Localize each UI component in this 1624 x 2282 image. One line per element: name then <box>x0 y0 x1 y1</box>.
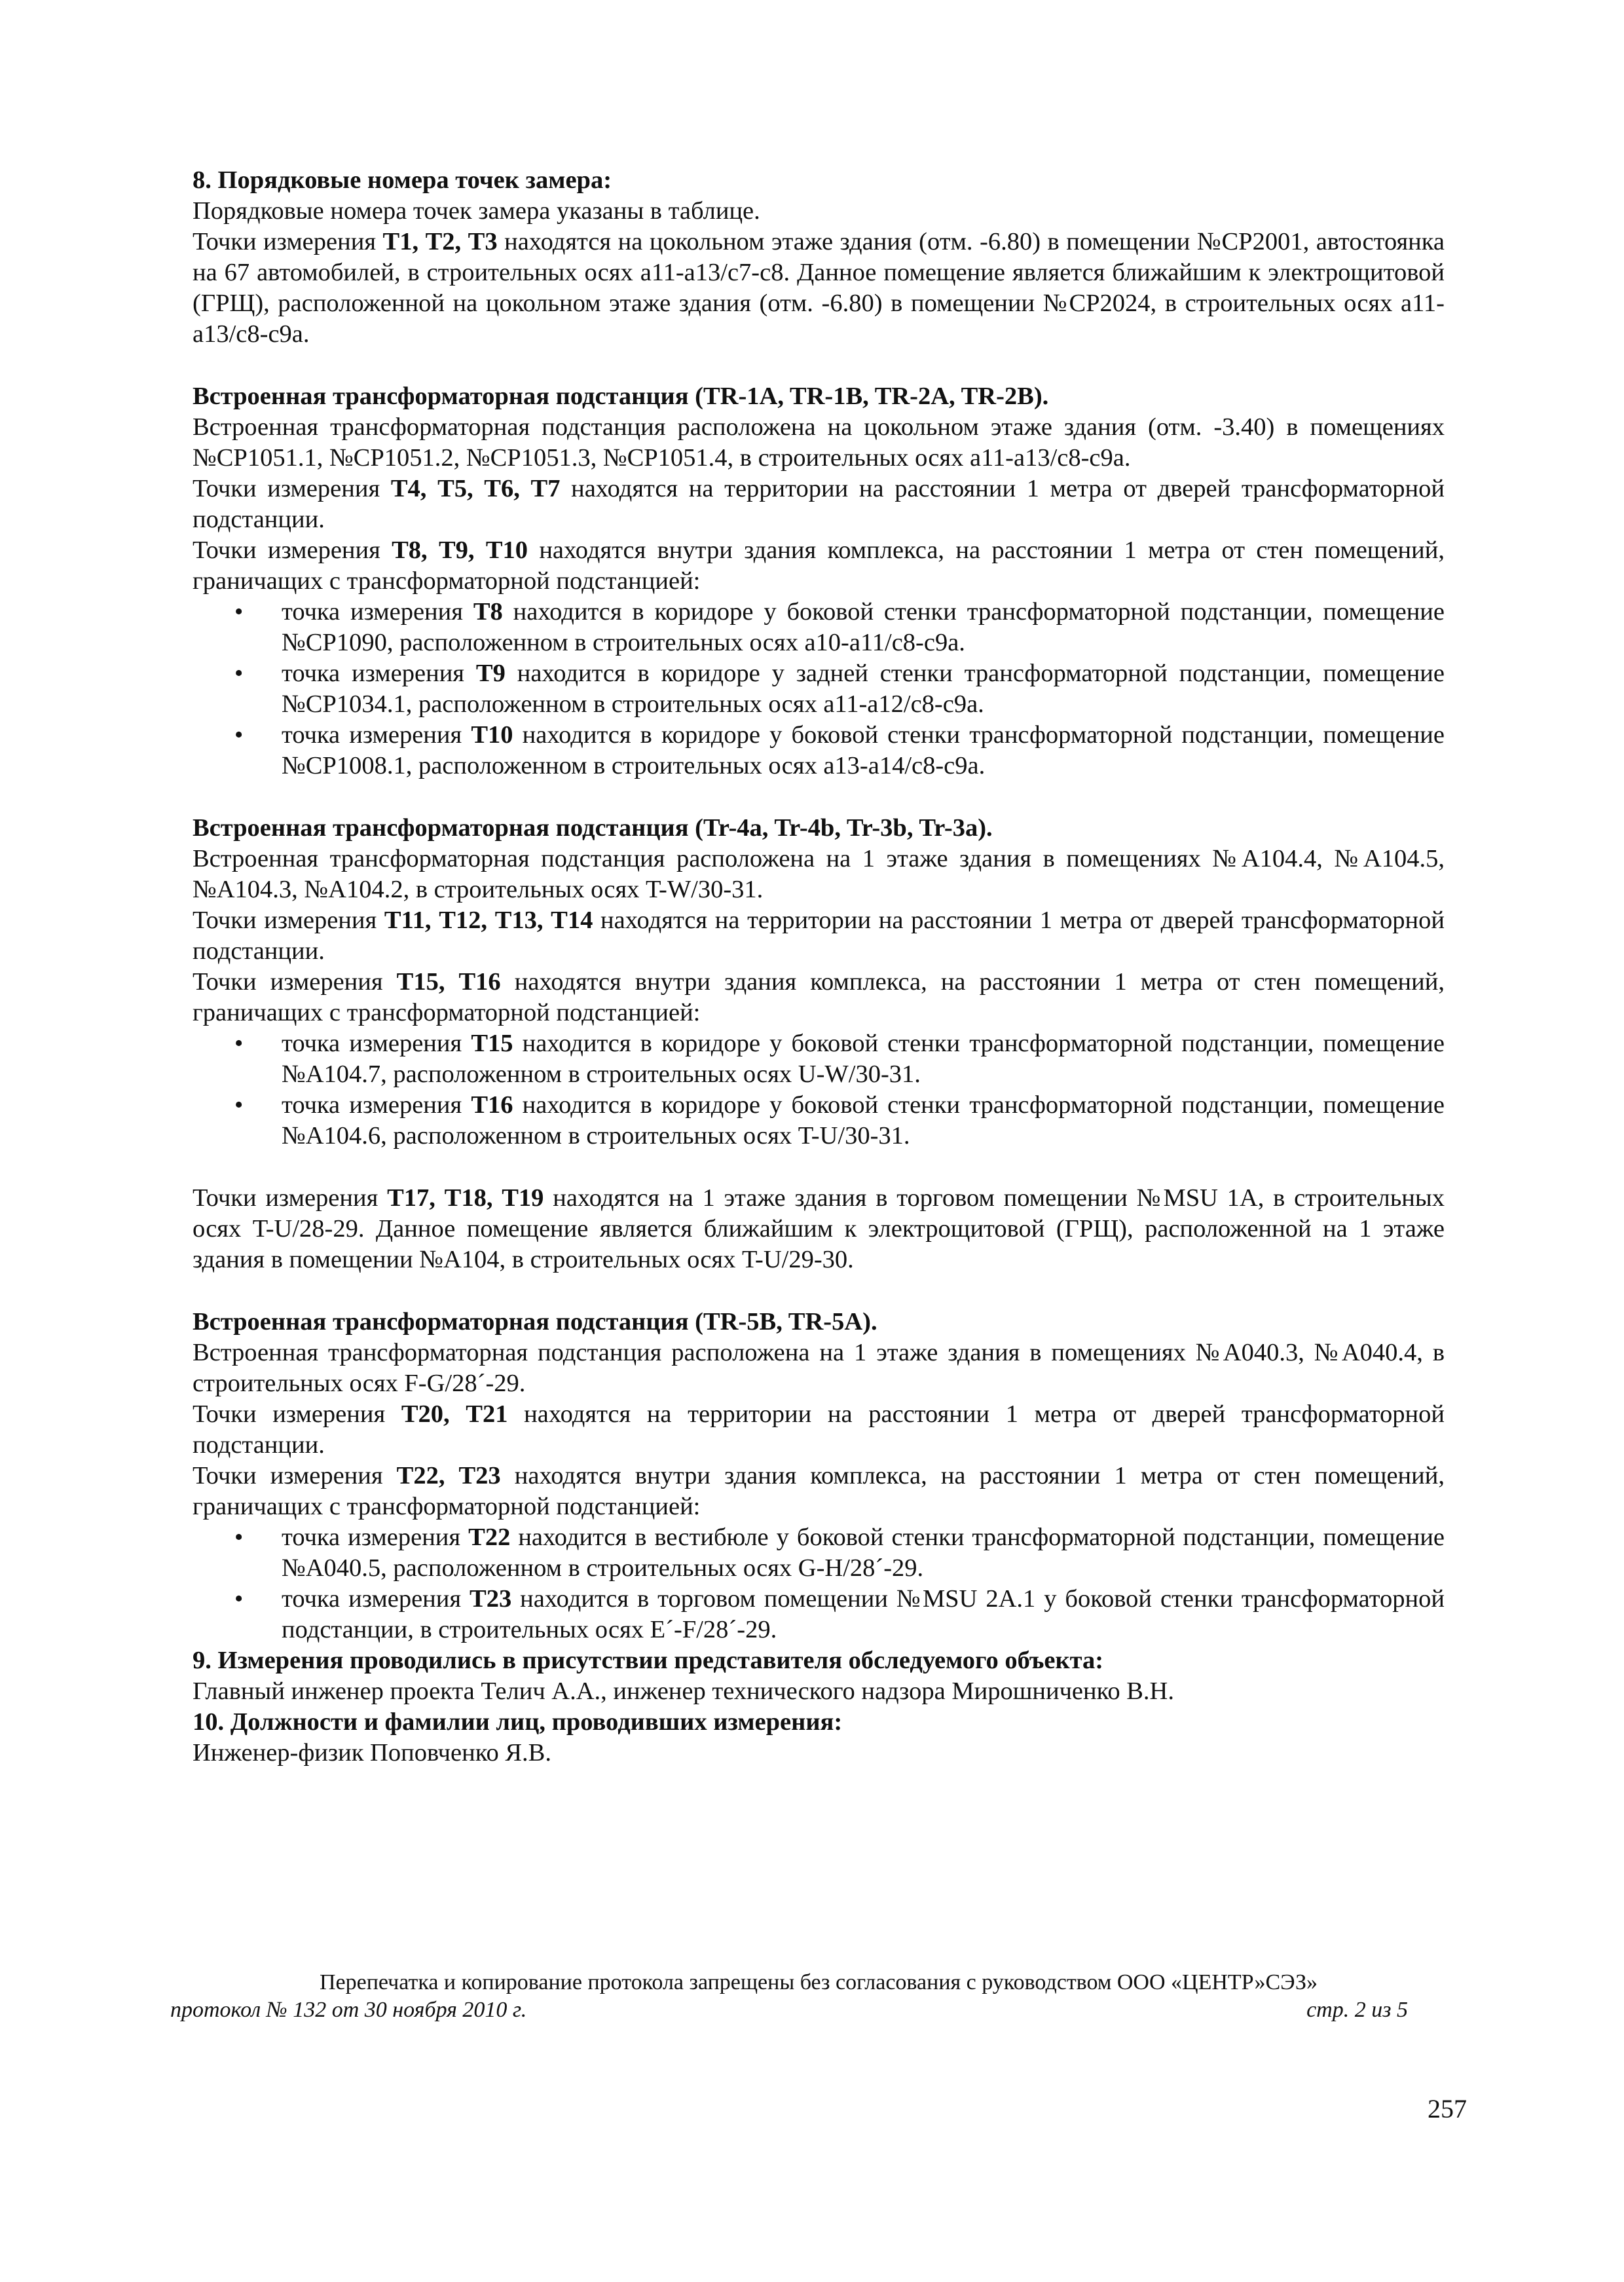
substation-2-outdoor-points: Точки измерения Т11, Т12, Т13, Т14 находятся на территории на расстоянии 1 метра от дверей трансформаторной подстанции. <box>193 907 1445 965</box>
section-8-line-1: Порядковые номера точек замера указаны в таблице. <box>193 197 760 225</box>
substation-2-point-list <box>193 1028 1445 1151</box>
substation-3-heading: Встроенная трансформаторная подстанция (TR-5B, TR-5A). <box>193 1308 877 1336</box>
substation-1-location: Встроенная трансформаторная подстанция расположена на цокольном этаже здания (отм. -3.40) в помещениях №СР1051.1, №СР1051.2, №СР1051.3, №СР1051.4, в строительных осях а11-а13/с8-с9а. <box>193 413 1445 472</box>
document-body <box>193 165 1445 1768</box>
substation-3-location: Встроенная трансформаторная подстанция расположена на 1 этаже здания в помещениях №А040.3, №А040.4, в строительных осях F-G/28´-29. <box>193 1339 1445 1397</box>
section-9-heading: 9. Измерения проводились в присутствии представителя обследуемого объекта: <box>193 1647 1104 1674</box>
substation-2-heading: Встроенная трансформаторная подстанция (Tr-4a, Tr-4b, Tr-3b, Tr-3a). <box>193 814 993 842</box>
copyright-notice: Перепечатка и копирование протокола запрещены без согласования с руководством ООО «ЦЕНТР»СЭЗ» <box>319 1970 1318 1994</box>
protocol-line <box>170 1996 1428 2024</box>
page-number: 257 <box>1428 2094 1467 2123</box>
substation-2-shop-points: Точки измерения Т17, Т18, Т19 находятся на 1 этаже здания в торговом помещении №MSU 1A, в строительных осях T-U/28-29. Данное помещение является ближайшим к электрощитовой (ГРЩ), расположенной на 1 этаже здания в помещении №А104, в строительных осях T-U/29-30. <box>193 1184 1445 1273</box>
substation-3-indoor-points: Точки измерения Т22, Т23 находятся внутри здания комплекса, на расстоянии 1 метра от стен помещений, граничащих с трансформаторной подстанцией: <box>193 1462 1445 1520</box>
substation-1-indoor-points: Точки измерения Т8, Т9, Т10 находятся внутри здания комплекса, на расстоянии 1 метра от стен помещений, граничащих с трансформаторной подстанцией: <box>193 536 1445 595</box>
list-item: • точка измерения Т23 находится в торговом помещении №MSU 2A.1 у боковой стенки трансформаторной подстанции, в строительных осях E´-F/28´-29. <box>193 1584 1445 1645</box>
section-10-text: Инженер-физик Поповченко Я.В. <box>193 1739 551 1767</box>
section-9-text: Главный инженер проекта Телич А.А., инженер технического надзора Мирошниченко В.Н. <box>193 1677 1174 1705</box>
substation-3-outdoor-points: Точки измерения Т20, Т21 находятся на территории на расстоянии 1 метра от дверей трансформаторной подстанции. <box>193 1400 1445 1459</box>
protocol-reference: протокол № 132 от 30 ноября 2010 г. <box>170 1998 527 2022</box>
substation-1-point-list <box>193 597 1445 781</box>
page-indicator: стр. 2 из 5 <box>1306 1998 1408 2022</box>
list-item: • точка измерения Т9 находится в коридоре у задней стенки трансформаторной подстанции, помещение №СР1034.1, расположенном в строительных осях а11-а12/с8-с9а. <box>193 658 1445 720</box>
substation-1-outdoor-points: Точки измерения Т4, Т5, Т6, Т7 находятся на территории на расстоянии 1 метра от дверей трансформаторной подстанции. <box>193 475 1445 533</box>
section-8-heading: 8. Порядковые номера точек замера: <box>193 166 612 194</box>
substation-2-location: Встроенная трансформаторная подстанция расположена на 1 этаже здания в помещениях №А104.4, №А104.5, №А104.3, №А104.2, в строительных осях T-W/30-31. <box>193 845 1445 903</box>
section-8-paragraph: Точки измерения Т1, Т2, Т3 находятся на цокольном этаже здания (отм. -6.80) в помещении №СР2001, автостоянка на 67 автомобилей, в строительных осях а11-а13/с7-с8. Данное помещение является ближайшим к электрощитовой (ГРЩ), расположенной на цокольном этаже здания (отм. -6.80) в помещении №СР2024, в строительных осях а11-а13/с8-с9а. <box>193 228 1445 348</box>
list-item: • точка измерения Т8 находится в коридоре у боковой стенки трансформаторной подстанции, помещение №СР1090, расположенном в строительных осях а10-а11/с8-с9а. <box>193 597 1445 658</box>
list-item: • точка измерения Т22 находится в вестибюле у боковой стенки трансформаторной подстанции, помещение №А040.5, расположенном в строительных осях G-H/28´-29. <box>193 1522 1445 1584</box>
list-item: • точка измерения Т16 находится в коридоре у боковой стенки трансформаторной подстанции, помещение №А104.6, расположенном в строительных осях T-U/30-31. <box>193 1090 1445 1151</box>
section-10-heading: 10. Должности и фамилии лиц, проводивших измерения: <box>193 1708 843 1736</box>
substation-2-indoor-points: Точки измерения Т15, Т16 находятся внутри здания комплекса, на расстоянии 1 метра от стен помещений, граничащих с трансформаторной подстанцией: <box>193 968 1445 1026</box>
list-item: • точка измерения Т15 находится в коридоре у боковой стенки трансформаторной подстанции, помещение №А104.7, расположенном в строительных осях U-W/30-31. <box>193 1028 1445 1090</box>
list-item: • точка измерения Т10 находится в коридоре у боковой стенки трансформаторной подстанции, помещение №СР1008.1, расположенном в строительных осях а13-а14/с8-с9а. <box>193 720 1445 781</box>
substation-1-heading: Встроенная трансформаторная подстанция (TR-1A, TR-1B, TR-2A, TR-2B). <box>193 383 1049 410</box>
page-footer <box>170 1969 1428 2024</box>
substation-3-point-list <box>193 1522 1445 1645</box>
